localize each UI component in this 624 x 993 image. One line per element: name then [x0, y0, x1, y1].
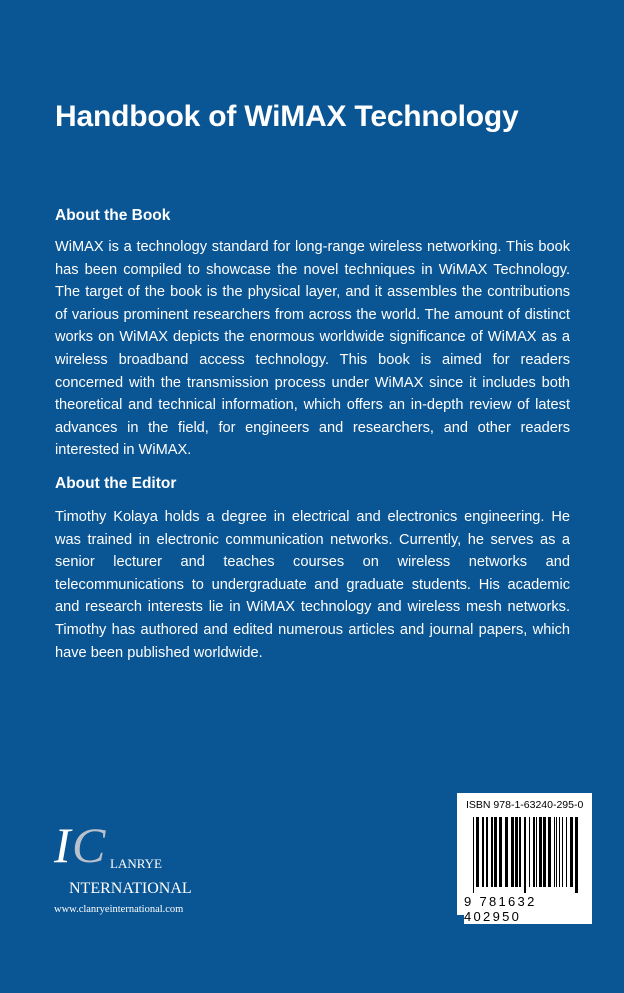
barcode-bar — [566, 817, 567, 887]
barcode-bars — [473, 817, 578, 893]
barcode-bar — [476, 817, 479, 887]
publisher-url: www.clanryeinternational.com — [54, 904, 184, 915]
barcode-bar — [529, 817, 530, 887]
barcode-bar — [554, 817, 555, 887]
barcode-bar — [519, 817, 521, 887]
publisher-logo — [52, 817, 212, 918]
isbn-barcode — [457, 793, 592, 924]
barcode-bar — [499, 817, 502, 887]
barcode-bar — [511, 817, 514, 887]
publisher-name-line1: LANRYE — [110, 856, 162, 871]
barcode-bar — [548, 817, 551, 887]
barcode-bar — [486, 817, 488, 887]
barcode-bar — [515, 817, 518, 887]
barcode-bar — [494, 817, 497, 887]
barcode-bar — [559, 817, 560, 887]
isbn-text: ISBN 978-1-63240-295-0 — [466, 799, 584, 811]
barcode-bar — [543, 817, 546, 887]
barcode-bar — [570, 817, 573, 887]
barcode-bar — [536, 817, 537, 887]
logo-c-letter: C — [72, 817, 106, 873]
barcode-bar — [524, 817, 526, 893]
barcode-bar — [533, 817, 535, 887]
barcode-bar — [556, 817, 557, 887]
barcode-digits: 9 781632 402950 — [464, 894, 592, 924]
about-editor-text: Timothy Kolaya holds a degree in electrical and electronics engineering. He was trained in electronic communication networks. Currently, he serves as a senior lecturer and teaches courses on wireless networks and telecommunications to undergraduate and graduate students. His academic and research interests lie in WiMAX technology and wireless mesh networks. Timothy has authored and edited numerous articles and journal papers, which have been published worldwide. — [55, 509, 570, 661]
barcode-bar — [482, 817, 484, 887]
barcode-bar — [491, 817, 493, 887]
publisher-name-line2: NTERNATIONAL — [69, 880, 192, 897]
barcode-bar — [562, 817, 563, 887]
about-book-heading: About the Book — [55, 207, 171, 224]
book-title: Handbook of WiMAX Technology — [55, 100, 519, 133]
logo-i-letter: I — [54, 817, 71, 873]
barcode-bar — [575, 817, 578, 893]
barcode-bar — [473, 817, 474, 893]
barcode-bar — [505, 817, 508, 887]
about-book-text: WiMAX is a technology standard for long-range wireless networking. This book has been compiled to showcase the novel techniques in WiMAX Technology. The target of the book is the physical layer, and it assembles the contributions of various prominent researchers from across the world. The amount of distinct works on WiMAX depicts the enormous worldwide significance of WiMAX as a wireless broadband access technology. This book is aimed for readers concerned with the transmission process under WiMAX since it includes both theoretical and technical information, which offers an in-depth review of latest advances in the field, for engineers and researchers, and other readers interested in WiMAX. — [55, 239, 570, 459]
barcode-bar — [539, 817, 542, 887]
about-editor-heading: About the Editor — [55, 475, 177, 492]
